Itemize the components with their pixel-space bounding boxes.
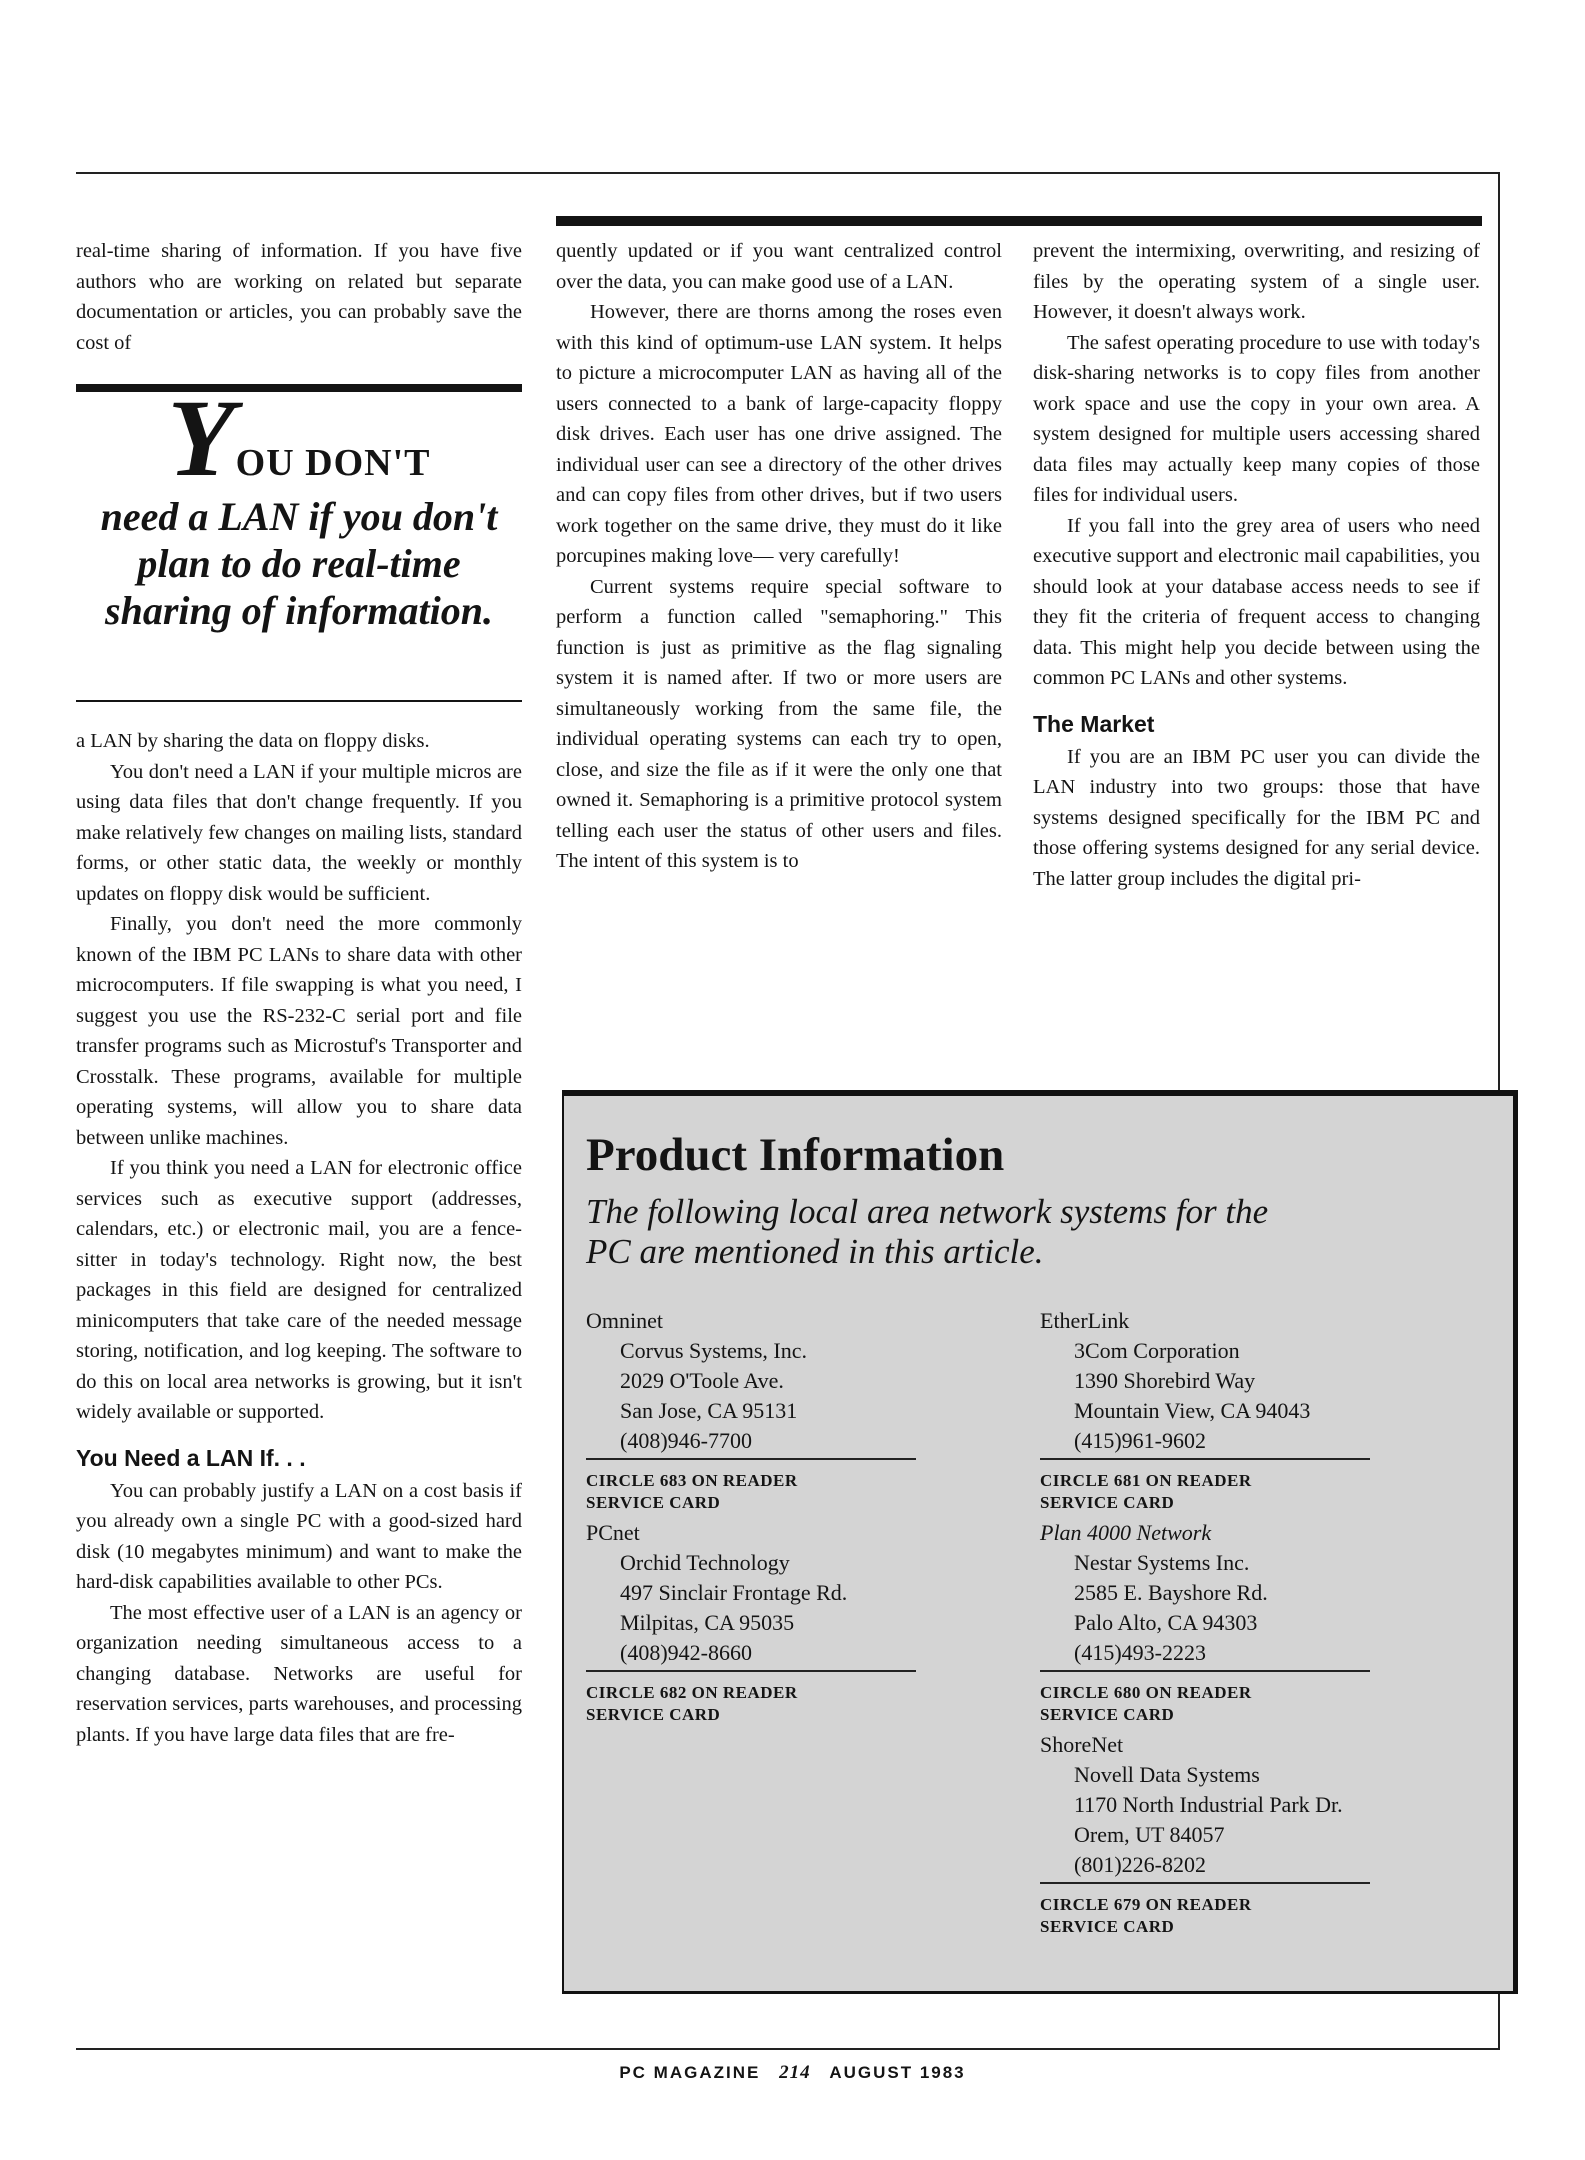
phone-number: (415)961-9602: [1074, 1428, 1206, 1453]
pullquote-text: need a LAN if you don't plan to do real-time sharing of information.: [100, 494, 498, 633]
reader-service-note: [1040, 1894, 1440, 1938]
paragraph: The safest operating procedure to use with today's disk-sharing networks is to copy files from another work space and use the copy in your own area. A system designed for multiple users accessing shared data files may actually keep many copies of those files for individual users.: [1033, 331, 1480, 506]
divider: [586, 1458, 916, 1460]
issue-date: AUGUST 1983: [829, 2063, 966, 2082]
product-entry-etherlink: [1040, 1306, 1440, 1514]
paragraph: The most effective user of a LAN is an agency or organization needing simultaneous access to a changing database. Networks are useful for reservation services, parts warehouses, and processing plants. If you have large data files that are fre-: [76, 1601, 522, 1746]
city-address: San Jose, CA 95131: [620, 1398, 798, 1423]
column-3: [1033, 236, 1480, 894]
reader-service-note: [1040, 1470, 1440, 1514]
paragraph: prevent the intermixing, overwriting, and resizing of files by the operating system of a single user. However, it doesn't always work.: [1033, 240, 1480, 323]
paragraph: real-time sharing of information. If you have five authors who are working on related but separate documentation or articles, you can probably save the cost of: [76, 240, 522, 354]
reader-service-line-1: CIRCLE 681 ON READER: [1040, 1471, 1252, 1490]
product-name: Omninet: [586, 1308, 663, 1333]
reader-service-line-2: SERVICE CARD: [1040, 1705, 1175, 1724]
frame-top-rule: [76, 172, 1500, 174]
divider: [1040, 1882, 1370, 1884]
product-list-right: [1040, 1306, 1440, 1942]
divider: [586, 1670, 916, 1672]
company-name: Corvus Systems, Inc.: [620, 1338, 807, 1363]
phone-number: (408)946-7700: [620, 1428, 752, 1453]
product-name: PCnet: [586, 1520, 640, 1545]
paragraph: You can probably justify a LAN on a cost basis if you already own a single PC with a good-sized hard disk (10 megabytes minimum) and want to make the hard-disk capabilities available to other PCs.: [76, 1479, 522, 1593]
company-name: Orchid Technology: [620, 1550, 790, 1575]
product-name: EtherLink: [1040, 1308, 1130, 1333]
street-address: 497 Sinclair Frontage Rd.: [620, 1580, 848, 1605]
street-address: 1390 Shorebird Way: [1074, 1368, 1256, 1393]
paragraph: a LAN by sharing the data on floppy disks.: [76, 730, 430, 752]
phone-number: (408)942-8660: [620, 1640, 752, 1665]
page-footer: [0, 2062, 1585, 2084]
paragraph: If you think you need a LAN for electronic office services such as executive support (addresses, calendars, etc.) or electronic mail, you are a fence-sitter in today's technology. Right now, the best packages in this field are designed for centralized minicomputers that take care of the needed message storing, notification, and log keeping. The software to do this on local area networks is growing, but it isn't widely available or supported.: [76, 1157, 522, 1423]
city-address: Milpitas, CA 95035: [620, 1610, 795, 1635]
section-heading-the-market: The Market: [1033, 710, 1155, 737]
paragraph: However, there are thorns among the roses even with this kind of optimum-use LAN system. It helps to picture a microcomputer LAN as having all of the users connected to a bank of large-capacity floppy disk drives. Each user has one drive assigned. The individual user can see a directory of the other drives and can copy files from other drives, but if two users work together on the same drive, they must do it like porcupines making love— very carefully!: [556, 301, 1002, 567]
column-2: [556, 236, 1002, 877]
product-information-subtitle: The following local area network systems for the PC are mentioned in this article.: [586, 1192, 1269, 1271]
paragraph: If you fall into the grey area of users who need executive support and electronic mail capabilities, you should look at your database access needs to see if they fit the criteria of frequent access to changing data. This might help you decide between using the common PC LANs and other systems.: [1033, 514, 1480, 689]
paragraph: Finally, you don't need the more commonly known of the IBM PC LANs to share data with other microcomputers. If file swapping is what you need, I suggest you use the RS-232-C serial port and file transfer programs such as Microstuf's Transporter and Crosstalk. These programs, available for multiple operating systems, will allow you to share data between unlike machines.: [76, 913, 522, 1149]
product-entry-plan-4000: [1040, 1518, 1440, 1726]
divider: [1040, 1458, 1370, 1460]
company-name: Nestar Systems Inc.: [1074, 1550, 1250, 1575]
reader-service-note: [586, 1682, 966, 1726]
city-address: Mountain View, CA 94043: [1074, 1398, 1311, 1423]
reader-service-line-1: CIRCLE 679 ON READER: [1040, 1895, 1252, 1914]
column-1-body: [76, 726, 522, 1750]
pullquote-top-rule: [76, 384, 522, 392]
column-1-top: [76, 236, 522, 358]
product-list-left: [586, 1306, 966, 1730]
paragraph: You don't need a LAN if your multiple micros are using data files that don't change frequently. If you make relatively few changes on mailing lists, standard forms, or other static data, the weekly or monthly updates on floppy disk would be sufficient.: [76, 760, 522, 905]
product-information-title: Product Information: [586, 1129, 1005, 1181]
phone-number: (415)493-2223: [1074, 1640, 1206, 1665]
divider: [1040, 1670, 1370, 1672]
company-name: Novell Data Systems: [1074, 1762, 1260, 1787]
product-name: ShoreNet: [1040, 1732, 1124, 1757]
paragraph: quently updated or if you want centralized control over the data, you can make good use of a LAN.: [556, 240, 1002, 293]
product-entry-omninet: [586, 1306, 966, 1514]
product-entry-shorenet: [1040, 1730, 1440, 1938]
city-address: Palo Alto, CA 94303: [1074, 1610, 1258, 1635]
street-address: 2029 O'Toole Ave.: [620, 1368, 784, 1393]
street-address: 1170 North Industrial Park Dr.: [1074, 1792, 1343, 1817]
product-name: Plan 4000 Network: [1040, 1520, 1212, 1545]
magazine-name: PC MAGAZINE: [619, 2063, 761, 2082]
company-name: 3Com Corporation: [1074, 1338, 1240, 1363]
reader-service-line-1: CIRCLE 683 ON READER: [586, 1471, 798, 1490]
street-address: 2585 E. Bayshore Rd.: [1074, 1580, 1268, 1605]
city-address: Orem, UT 84057: [1074, 1822, 1225, 1847]
frame-bottom-rule: [76, 2048, 1500, 2050]
phone-number: (801)226-8202: [1074, 1852, 1206, 1877]
pullquote-bottom-rule: [76, 700, 522, 702]
reader-service-line-2: SERVICE CARD: [586, 1705, 721, 1724]
reader-service-line-1: CIRCLE 680 ON READER: [1040, 1683, 1252, 1702]
section-heading-you-need-a-lan: You Need a LAN If. . .: [76, 1444, 306, 1471]
reader-service-line-2: SERVICE CARD: [1040, 1917, 1175, 1936]
paragraph: Current systems require special software to perform a function called "semaphoring." This function is just as primitive as the flag signaling system it is named after. If two or more users are simultaneously working from the same file, the individual operating systems can each try to open, close, and size the file as if it were the only one that owned it. Semaphoring is a primitive protocol system telling each user the status of other users and files. The intent of this system is to: [556, 575, 1002, 872]
pullquote-initial: Y: [167, 377, 236, 499]
reader-service-line-2: SERVICE CARD: [586, 1493, 721, 1512]
pullquote-lead: OU DON'T: [235, 442, 431, 484]
reader-service-line-1: CIRCLE 682 ON READER: [586, 1683, 798, 1702]
reader-service-line-2: SERVICE CARD: [1040, 1493, 1175, 1512]
product-entry-pcnet: [586, 1518, 966, 1726]
column-2-3-top-rule: [556, 216, 1482, 226]
reader-service-note: [1040, 1682, 1440, 1726]
page-number: 214: [779, 2062, 811, 2083]
pullquote: [76, 377, 522, 634]
reader-service-note: [586, 1470, 966, 1514]
paragraph: If you are an IBM PC user you can divide the LAN industry into two groups: those that have systems designed specifically for the IBM PC and those offering systems designed for any serial device. The latter group includes the digital pri-: [1033, 745, 1480, 890]
